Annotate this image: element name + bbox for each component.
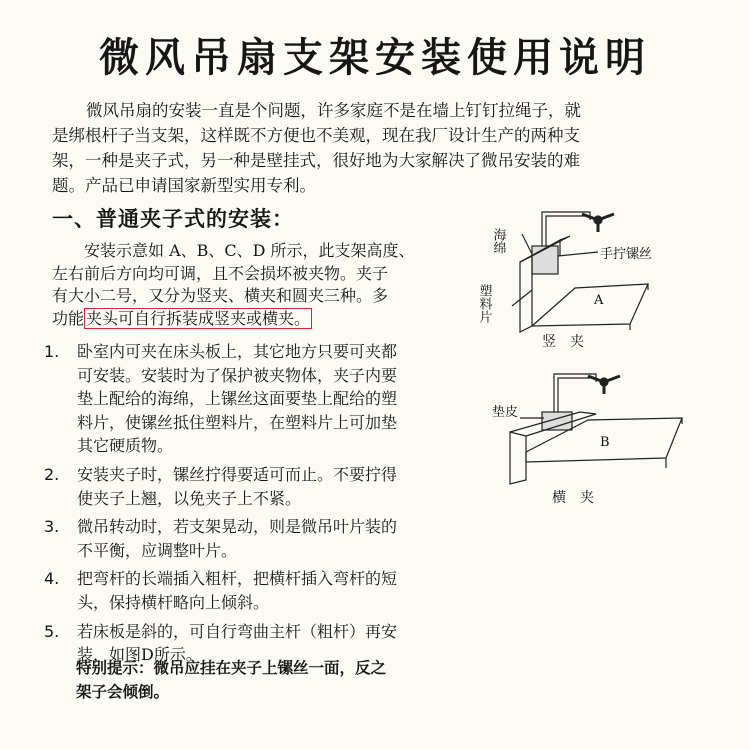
step-line: 把弯杆的长端插入粗杆，把横杆插入弯杆的短 [77, 569, 398, 589]
intro-line: 题。产品已申请国家新型实用专利。 [52, 176, 316, 195]
section-description [52, 240, 452, 330]
step-line: 头，保持横杆略向上倾斜。 [77, 592, 270, 612]
step-line: 垫上配给的海绵，上镙丝这面要垫上配给的塑 [77, 389, 398, 409]
list-item [44, 515, 464, 562]
intro-line: 架，一种是夹子式，另一种是壁挂式，很好地为大家解决了微吊安装的难 [52, 151, 580, 170]
label-sponge: 海绵 [490, 228, 506, 254]
intro-paragraph [52, 98, 692, 198]
label-a: A [594, 293, 604, 308]
pole [554, 374, 596, 412]
fan-icon [582, 214, 614, 232]
installation-diagram [470, 200, 720, 530]
caption-vertical-clamp: 竖 夹 [542, 334, 584, 350]
step-line: 可安装。安装时为了保护被夹物体，夹子内要 [77, 365, 398, 385]
special-note [76, 656, 386, 704]
step-line: 使夹子上翘，以免夹子上不紧。 [77, 488, 302, 508]
label-b: B [600, 435, 610, 450]
step-line: 若床板是斜的，可自行弯曲主杆（粗杆）再安 [77, 621, 398, 641]
headboard [520, 256, 532, 332]
step-number: 3. [44, 517, 60, 537]
horizontal-clamp-figure [510, 374, 682, 484]
note-line: 特别提示：微吊应挂在夹子上镙丝一面，反之 [76, 659, 387, 677]
step-line: 料片，使镙丝抵住塑料片，在塑料片上可加垫 [77, 412, 398, 432]
step-line: 其它硬质物。 [77, 436, 174, 456]
description-prefix: 功能 [52, 308, 85, 328]
list-item [44, 340, 464, 458]
step-number: 4. [44, 569, 60, 589]
intro-line: 是绑根杆子当支架，这样既不方便也不美观，现在我厂设计生产的两种支 [52, 126, 580, 145]
step-number: 1. [44, 342, 60, 361]
section-title: 一、普通夹子式的安装： [52, 207, 294, 231]
page-title: 微风吊扇支架安装使用说明 [99, 35, 651, 81]
caption-horizontal-clamp: 横 夹 [552, 490, 594, 506]
pole [542, 212, 590, 248]
steps-list [44, 340, 464, 672]
list-item [44, 463, 464, 510]
list-item [44, 567, 464, 614]
label-hand-screw: 手拧镙丝 [600, 247, 653, 262]
headboard [510, 432, 526, 484]
label-plastic-sheet: 塑料片 [476, 284, 492, 323]
step-number: 2. [44, 464, 60, 484]
description-line: 有大小二号，又分为竖夹、横夹和圆夹三种。多 [52, 286, 389, 306]
step-line: 微吊转动时，若支架晃动，则是微吊叶片装的 [77, 517, 398, 537]
highlighted-text: 夹头可自行拆装成竖夹或横夹。 [86, 308, 311, 328]
intro-line: 微风吊扇的安装一直是个问题，许多家庭不是在墙上钉钉拉绳子，就 [86, 101, 581, 120]
bed [532, 284, 648, 326]
label-pad: 垫皮 [492, 405, 519, 420]
description-line [52, 308, 452, 331]
clamp [532, 246, 558, 274]
note-line: 架子会倾倒。 [76, 683, 170, 701]
step-line: 装，如图D所示。 [77, 645, 202, 665]
step-line: 不平衡，应调整叶片。 [77, 540, 238, 560]
description-line: 安装示意如 A、B、C、D 所示，此支架高度、 [84, 241, 415, 260]
step-number: 5. [44, 621, 60, 641]
step-line: 安装夹子时，镙丝拧得要适可而止。不要拧得 [77, 464, 398, 484]
vertical-clamp-figure [512, 212, 648, 332]
description-line: 左右前后方向均可调，且不会损坏被夹物。夹子 [52, 263, 389, 283]
fan-icon [588, 376, 620, 394]
step-line: 卧室内可夹在床头板上，其它地方只要可夹都 [77, 342, 398, 361]
